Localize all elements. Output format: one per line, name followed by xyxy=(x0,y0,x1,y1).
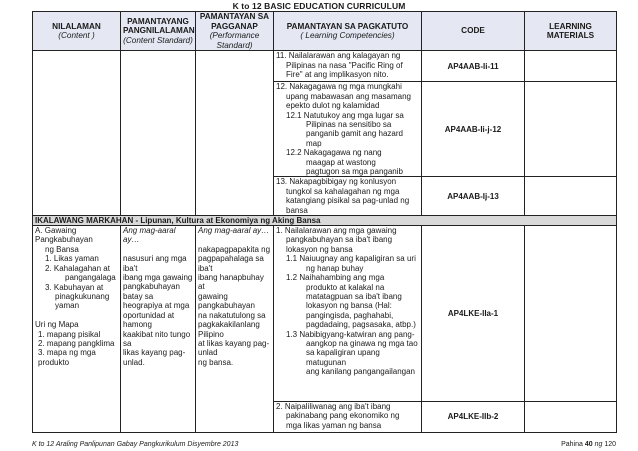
competency-line: 1.2 Naihahambing ang mga xyxy=(286,273,385,283)
competency-line: Pilipinas na nasa "Pacific Ring of xyxy=(286,60,403,70)
performance-standard-cell-empty xyxy=(196,51,274,216)
materials-cell xyxy=(525,402,617,433)
competency-line: pangingisda, paghahabi, xyxy=(306,310,394,320)
content-standard-line: pangkabuhayan batay sa xyxy=(123,282,180,301)
competency-line: 1.1 Naiuugnay ang kapaligiran sa uri xyxy=(286,254,416,264)
competency-line: produkto at kalakal na xyxy=(306,282,385,292)
content-standard-line: oportunidad at hamong xyxy=(123,310,175,330)
performance-standard-line: nakapagpapakita ng xyxy=(198,244,271,254)
header-content-sub: (Content ) xyxy=(58,31,95,41)
competency-line: 12.1 Natutukoy ang mga lugar sa xyxy=(286,110,404,120)
competency-line: pakinabang pang ekonomiko ng xyxy=(286,411,400,421)
header-performance-standard-sub: (Performance Standard) xyxy=(209,31,260,50)
header-content-label: NILALAMAN xyxy=(52,21,101,31)
spacer xyxy=(123,245,193,254)
performance-standard-cell xyxy=(196,226,274,433)
materials-cell xyxy=(525,51,617,82)
content-line: A. Gawaing Pangkabuhayan xyxy=(35,226,93,245)
competency-line: 1. Nailalarawan ang mga gawaing xyxy=(276,226,397,236)
header-performance-standard-label: PAMANTAYAN SA PAGGANAP xyxy=(199,12,270,31)
materials-cell xyxy=(525,82,617,177)
materials-cell xyxy=(525,177,617,216)
competency-line: maagap at wastong xyxy=(306,157,376,167)
competency-cell xyxy=(274,51,422,82)
competency-line: aangkop na ginawa ng mga tao xyxy=(306,338,418,348)
competency-line: katangiang pisikal sa pag-unlad ng xyxy=(286,196,410,206)
competency-line: 12.2 Nakagagawa ng nang xyxy=(286,148,382,158)
performance-standard-line: ng bansa. xyxy=(198,357,234,367)
content-standard-intro: Ang mag-aaral ay… xyxy=(123,226,176,245)
competency-cell xyxy=(274,402,422,433)
code-cell: AP4AAB-Ij-13 xyxy=(422,177,525,216)
header-competency xyxy=(274,12,422,51)
page-total: 120 xyxy=(604,441,616,448)
performance-standard-line: ibang hanapbuhay at xyxy=(198,273,264,292)
quarter-band: IKALAWANG MARKAHAN - Lipunan, Kultura at Ekonomiya ng Aking Bansa xyxy=(33,216,617,226)
footer-page-number xyxy=(561,441,616,448)
content-line: 3. Kabuhayan at xyxy=(45,282,104,292)
competency-line: pagtugon sa mga panganib xyxy=(306,167,403,177)
competency-line: mga likas yaman ng bansa xyxy=(286,420,382,430)
competency-cell xyxy=(274,226,422,402)
table-row xyxy=(33,226,617,402)
competency-line: tungkol sa kahalagahan ng mga xyxy=(286,186,400,196)
content-standard-cell-empty xyxy=(121,51,196,216)
header-content-standard xyxy=(121,12,196,51)
performance-standard-intro: Ang mag-aaral ay… xyxy=(198,226,270,236)
header-competency-sub: ( Learning Competencies) xyxy=(300,31,395,41)
code-cell: AP4LKE-IIa-1 xyxy=(422,226,525,402)
materials-cell xyxy=(525,226,617,402)
footer-document-name: K to 12 Araling Panlipunan Gabay Pangkurikulum Disyembre 2013 xyxy=(32,441,239,448)
performance-standard-line: pagkakakilanlang Pilipino xyxy=(198,320,260,339)
content-line: 2. Kahalagahan at xyxy=(45,263,110,273)
competency-line: lokasyon ng bansa xyxy=(286,244,353,254)
competency-line: 1.3 Nabibigyang-katwiran ang pang- xyxy=(286,329,415,339)
competency-line: panganib gamit ang hazard xyxy=(306,129,403,139)
header-content-standard-label: PAMANTAYANG PANGNILALAMAN xyxy=(123,16,195,36)
competency-line: 12. Nakagagawa ng mga mungkahi xyxy=(276,82,402,92)
header-code: CODE xyxy=(422,12,525,51)
performance-standard-line: at likas kayang pag-unlad xyxy=(198,338,270,358)
content-standard-line: nasusuri ang mga iba't xyxy=(123,254,187,273)
competency-line: ng hanap buhay xyxy=(306,263,364,273)
content-line: pangangalaga xyxy=(65,273,116,283)
competency-cell xyxy=(274,82,422,177)
content-line: ng Bansa xyxy=(45,244,79,254)
competency-line: bansa xyxy=(286,205,308,215)
content-line: 3. mapa ng mga produkto xyxy=(38,348,96,367)
content-standard-line: likas kayang pag-unlad. xyxy=(123,348,186,367)
competency-line: ang kanilang pangangailangan xyxy=(306,367,415,377)
content-cell-empty xyxy=(33,51,121,216)
competency-line: 2. Naipaliliwanag ang iba't ibang xyxy=(276,402,391,412)
page-of: ng xyxy=(594,441,603,448)
code-cell: AP4AAB-Ii-11 xyxy=(422,51,525,82)
competency-line: upang mabawasan ang masamang xyxy=(286,91,411,101)
competency-line: lokasyon ng bansa (Hal: xyxy=(306,301,392,311)
page-prefix: Pahina xyxy=(561,441,583,448)
content-line: pinagkukunang yaman xyxy=(55,291,110,311)
content-standard-line: heograpiya at mga xyxy=(123,301,190,311)
competency-line: Pilipinas na sensitibo sa xyxy=(306,120,392,129)
performance-standard-line: gawaing pangkabuhayan xyxy=(198,291,255,311)
page-number: 40 xyxy=(584,441,593,448)
header-row xyxy=(33,12,617,51)
header-materials: LEARNING MATERIALS xyxy=(525,12,617,51)
content-line: 1. Likas yaman xyxy=(45,254,99,264)
content-cell xyxy=(33,226,121,433)
document-title: K to 12 BASIC EDUCATION CURRICULUM xyxy=(232,1,406,11)
content-line: 2. mapang pangklima xyxy=(38,338,115,348)
header-content-standard-sub: (Content Standard) xyxy=(123,35,193,45)
competency-line: pangkabuhayan sa iba't ibang xyxy=(286,235,393,245)
competency-line: 13. Nakapagbibigay ng konlusyon xyxy=(276,177,397,187)
competency-line: matatagpuan sa iba't ibang xyxy=(306,291,402,301)
spacer xyxy=(198,235,271,244)
competency-line: sa kapaligiran upang matugunan xyxy=(306,348,380,367)
content-standard-line: kaakibat nito tungo sa xyxy=(123,329,191,348)
competency-line: epekto dulot ng kalamidad xyxy=(286,101,380,111)
competency-line: map xyxy=(306,138,322,148)
competency-cell xyxy=(274,177,422,216)
performance-standard-line: na nakatutulong sa xyxy=(198,310,266,320)
competency-line: Fire" at ang implikasyon nito. xyxy=(286,70,389,80)
content-line: Uri ng Mapa xyxy=(35,320,79,330)
table-row xyxy=(33,51,617,82)
content-line: 1. mapang pisikal xyxy=(38,329,101,339)
header-content xyxy=(33,12,121,51)
code-cell: AP4AAB-Ii-j-12 xyxy=(422,82,525,177)
header-competency-label: PAMANTAYAN SA PAGKATUTO xyxy=(286,21,409,31)
header-performance-standard xyxy=(196,12,274,51)
performance-standard-line: pagpapahalaga sa iba't xyxy=(198,254,264,273)
quarter-band-row xyxy=(33,216,617,226)
code-cell: AP4LKE-IIb-2 xyxy=(422,402,525,433)
competency-line: pagdadaing, pagsasaka, atbp.) xyxy=(306,320,416,330)
content-standard-line: ibang mga gawaing xyxy=(123,273,193,283)
curriculum-table xyxy=(32,11,617,433)
content-standard-cell xyxy=(121,226,196,433)
spacer xyxy=(35,311,118,320)
competency-line: 11. Nailalarawan ang kalagayan ng xyxy=(276,51,401,61)
